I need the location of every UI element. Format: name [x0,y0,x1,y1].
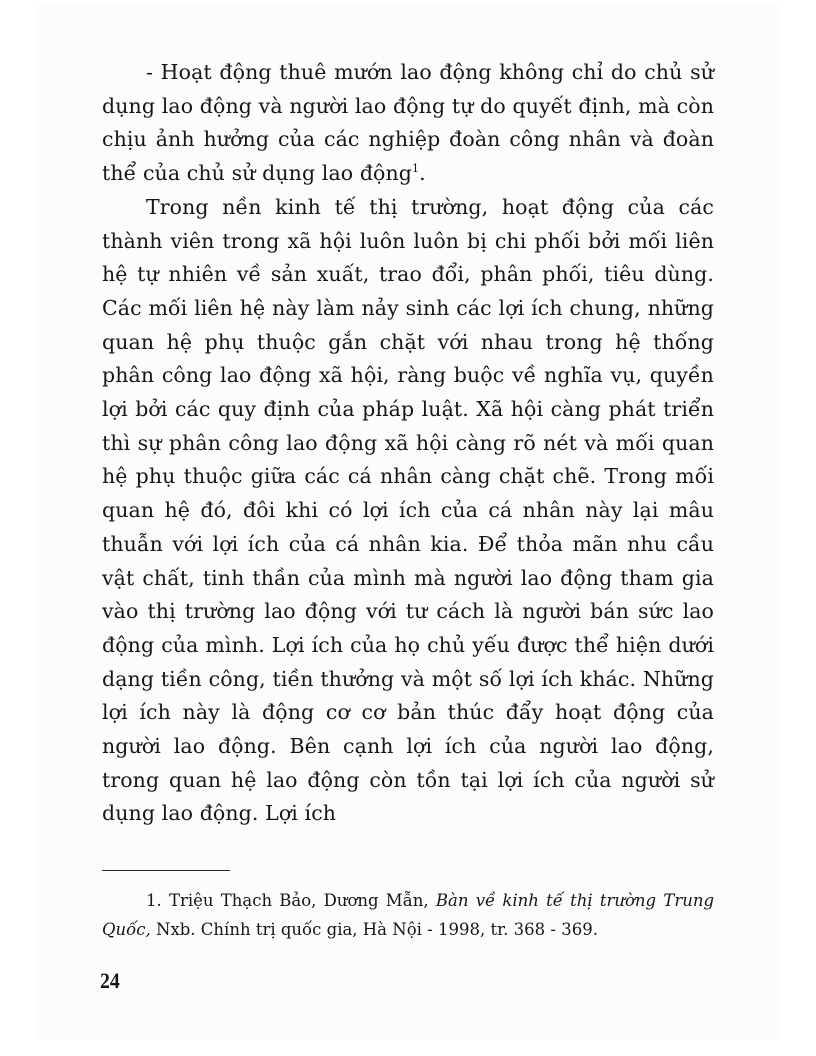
page-number: 24 [100,968,120,993]
paragraph-text: - Hoạt động thuê mướn lao động không chỉ do chủ sử dụng lao động và người lao động tự do quyết định, mà còn chịu ảnh hưởng của các nghiệp đoàn công nhân và đoàn thể của chủ sử dụng lao động [102,60,714,186]
paragraph-end-punct: . [419,161,426,186]
footnote-reference[interactable]: 1 [412,162,420,176]
footnote-title: Bàn về kinh tế thị trường Trung Quốc, [102,891,715,939]
footnote-separator [102,870,230,871]
footnote-number: 1. [146,891,162,910]
paragraph [102,191,714,831]
footnote [102,886,714,944]
paragraph-text: Trong nền kinh tế thị trường, hoạt động của các thành viên trong xã hội luôn luôn bị chi phối bởi mối liên hệ tự nhiên về sản xuất, trao đổi, phân phối, tiêu dùng. Các mối liên hệ này làm nảy sinh các lợi ích chung, những quan hệ phụ thuộc gắn chặt với nhau trong hệ thống phân công lao động xã hội, ràng buộc về nghĩa vụ, quyền lợi bởi các quy định của pháp luật. Xã hội càng phát triển thì sự phân công lao động xã hội càng rõ nét và mối quan hệ phụ thuộc giữa các cá nhân càng chặt chẽ. Trong mối quan hệ đó, đôi khi có lợi ích của cá nhân này lại mâu thuẫn với lợi ích của cá nhân kia. Để thỏa mãn nhu cầu vật chất, tinh thần của mình mà người lao động tham gia vào thị trường lao động với tư cách là người bán sức lao động của mình. Lợi ích của họ chủ yếu được thể hiện dưới dạng tiền công, tiền thưởng và một số lợi ích khác. Những lợi ích này là động cơ cơ bản thúc đẩy hoạt động của người lao động. Bên cạnh lợi ích của người lao động, trong quan hệ lao động còn tồn tại lợi ích của người sử dụng lao động. Lợi ích [102,194,714,826]
paragraph [102,56,714,191]
body-text [102,56,714,831]
footnote-publication: Nxb. Chính trị quốc gia, Hà Nội - 1998, tr. 368 - 369. [156,920,598,939]
footnote-authors: Triệu Thạch Bảo, Dương Mẫn, [168,891,429,910]
